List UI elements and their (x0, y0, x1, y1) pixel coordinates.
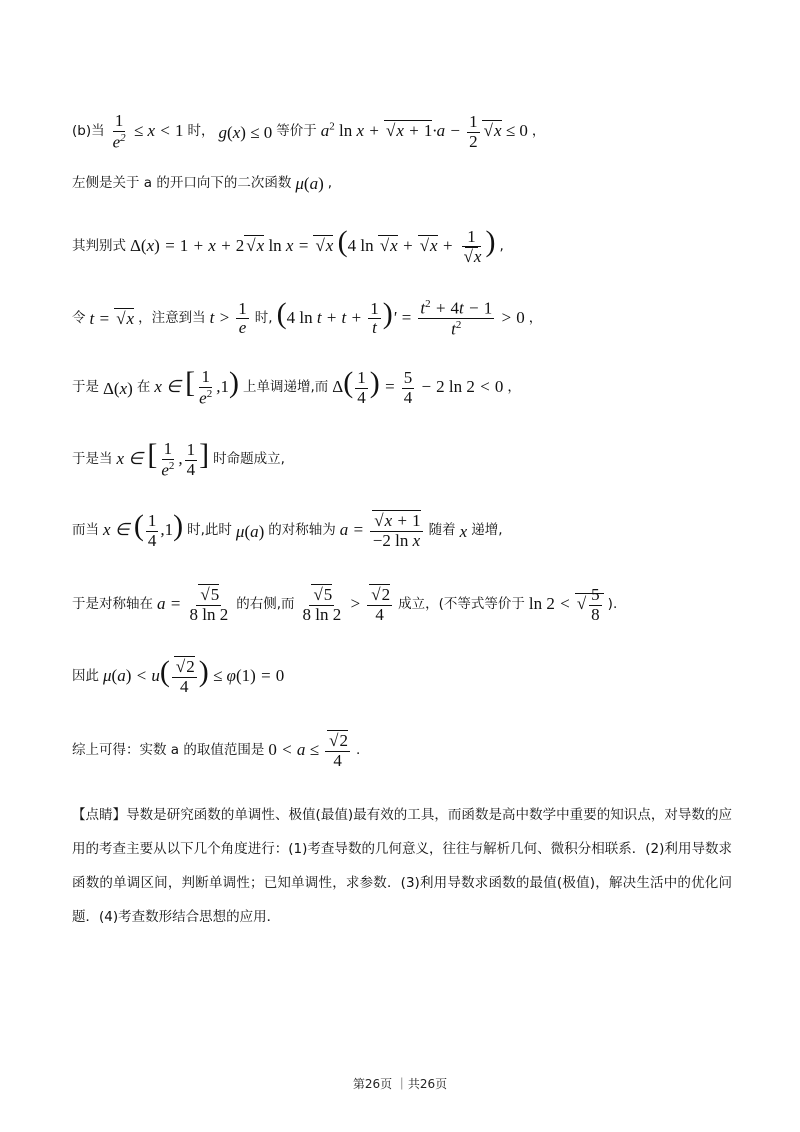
line8-math-a: a = √ $\frac{5}{8 \ln 2}$ (157, 586, 232, 624)
solution-line-8 (72, 586, 617, 624)
line6-math: x ∈ [ $\frac{1}{e^2}$ , $\frac{1}{4}$ ] (116, 437, 210, 480)
line6-text-a: 于是当 (72, 451, 113, 468)
line10-text: 综上可得：实数 a 的取值范围是 (72, 742, 265, 759)
line7-math-d: x (459, 521, 468, 541)
line8-text-c: 成立，(不等式等价于 (398, 596, 525, 613)
line1-math-a: $\frac{1}{e^2}$ ≤ x < 1 (112, 111, 184, 152)
line3-math: Δ(x) = 1 + x + 2√ x ln x = √ x (4 ln √ x + √ x + 1 √ x ) (130, 228, 495, 266)
line7-math-c: a = √ $\frac{x + 1}{\text{−2 ln x}}$ (340, 512, 425, 550)
line4-math-b: t > $\frac{1}{e}$ (209, 298, 247, 338)
line4-tail: ， (528, 310, 543, 327)
line9-math: μ(a) < u( √ $\frac{2}{4}$ ) ≤ φ(1) = 0 (103, 658, 284, 696)
line5-math-b: x ∈ [ $\frac{1}{e^2}$ ,1) (154, 365, 239, 408)
solution-line-3 (72, 225, 504, 266)
line8-text-a: 于是对称轴在 (72, 596, 153, 613)
line7-text-d: 随着 (428, 522, 456, 539)
line5-text-a: 于是 (72, 379, 99, 396)
solution-line-9 (72, 655, 288, 696)
solution-line-1 (72, 112, 545, 152)
line7-math-b: μ(a) (235, 521, 265, 541)
line10-tail: . (356, 742, 361, 759)
line6-text-b: 时命题成立, (213, 451, 285, 468)
solution-line-7 (72, 509, 503, 550)
line5-math-c: Δ( $\frac{1}{4}$ ) = $\frac{5}{4}$ − 2 ln 2 < 0 (332, 365, 504, 407)
line1-math-b: g(x) ≤ 0 (218, 122, 273, 142)
line8-tail: ). (607, 596, 618, 613)
solution-line-6 (72, 437, 285, 480)
line10-math: 0 < a ≤ √ $\frac{2}{4}$ (268, 732, 352, 770)
line7-text-b: 时,此时 (187, 522, 232, 539)
line2-math: μ(a) (295, 174, 324, 193)
line7-text-c: 的对称轴为 (268, 522, 336, 539)
solution-line-10 (72, 732, 360, 770)
solution-line-5 (72, 365, 521, 408)
line2-tail: , (327, 174, 333, 191)
line1-tail: ， (531, 123, 546, 140)
line3-text: 其判别式 (72, 238, 126, 255)
line8-math-c: ln 2 < √ $\frac{5}{8}$ (529, 586, 604, 624)
line4-text-a: 令 (72, 310, 86, 327)
line5-math-a: Δ(x) (103, 378, 133, 398)
line5-text-c: 上单调递增,而 (242, 379, 329, 396)
line8-math-b: √ $\frac{5}{8 \ln 2}$ > √ $\frac{2}{4}$ (299, 586, 395, 624)
line8-text-b: 的右侧,而 (236, 596, 295, 613)
line5-tail: ， (507, 379, 521, 396)
line1-text-c: 等价于 (276, 123, 317, 140)
comment-paragraph (72, 798, 732, 934)
solution-line-2 (72, 175, 332, 192)
line4-text-b: ，注意到当 (138, 310, 206, 327)
line7-math-a: x ∈ ( $\frac{1}{4}$ ,1) (103, 509, 184, 550)
line2-text: 左侧是关于 a 的开口向下的二次函数 (72, 174, 292, 191)
comment-label: 【点睛】 (72, 807, 127, 823)
comment-body: 导数是研究函数的单调性、极值(最值)最有效的工具，而函数是高中数学中重要的知识点，对导数的应用的考查主要从以下几个角度进行：(1)考查导数的几何意义，往往与解析几何、微积分相联系．(2)利用导数求函数的单调区间，判断单调性；已知单调性，求参数．(3)利用导数求函数的最值(极值)，解决生活中的优化问题．(4)考查数形结合思想的应用． (72, 807, 732, 925)
line1-text-b: 时， (187, 123, 215, 140)
line1-math-c: $a^2$ ln x + √ x + 1·a − $\frac{1}{2}$ √ x ≤ 0 (321, 113, 528, 151)
line9-text: 因此 (72, 668, 99, 685)
line3-tail: , (499, 238, 504, 255)
solution-line-4 (72, 298, 542, 340)
line4-math-c: (4 ln t + t + $\frac{1}{t}$ )' = $\frac{t^2 + 4t - 1}{t^2}$ > 0 (276, 296, 525, 339)
line4-math-a: t = √ x (90, 310, 135, 327)
line7-text-a: 而当 (72, 522, 99, 539)
line1-text-a: (b)当 (72, 123, 105, 140)
page-footer: 第26页 ｜共26页 (352, 1077, 448, 1091)
line5-text-b: 在 (136, 379, 151, 396)
line4-text-c: 时, (254, 310, 273, 327)
line7-text-e: 递增, (471, 522, 503, 539)
